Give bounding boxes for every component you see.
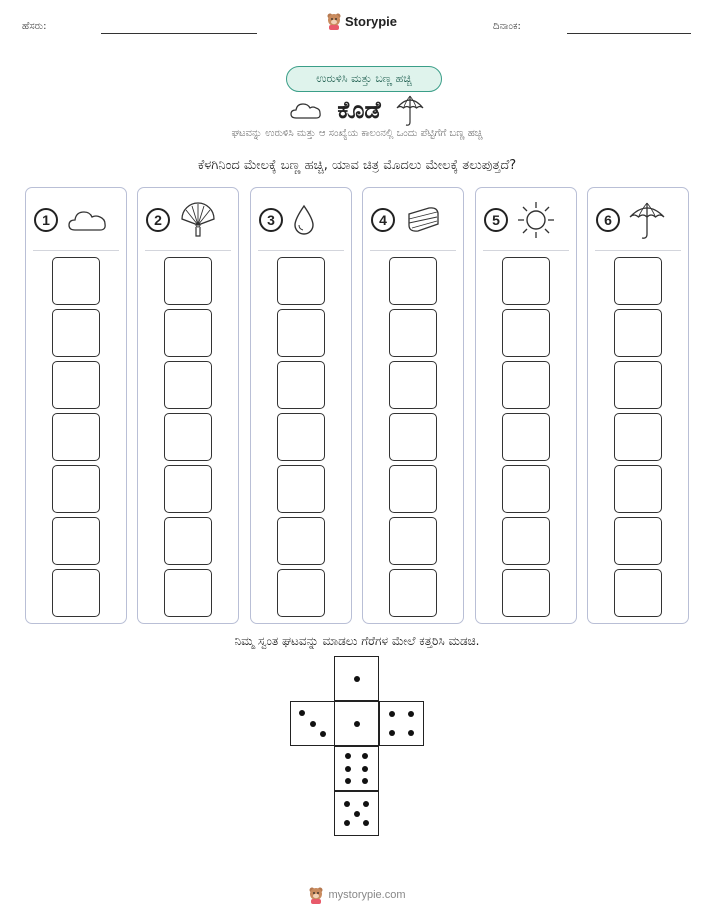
umbrella-icon — [628, 199, 666, 241]
page-title: ಕೊಡೆ — [337, 96, 381, 124]
color-box[interactable] — [52, 517, 100, 565]
color-box[interactable] — [614, 309, 662, 357]
column-2 — [137, 187, 239, 624]
column-divider — [145, 250, 231, 251]
column-divider — [370, 250, 456, 251]
column-6 — [587, 187, 689, 624]
color-box[interactable] — [614, 413, 662, 461]
column-4 — [362, 187, 464, 624]
color-box[interactable] — [277, 413, 325, 461]
color-box[interactable] — [389, 465, 437, 513]
color-box[interactable] — [164, 413, 212, 461]
color-box[interactable] — [389, 257, 437, 305]
column-3 — [250, 187, 352, 624]
column-number: 4 — [371, 208, 395, 232]
column-1 — [25, 187, 127, 624]
color-box[interactable] — [502, 569, 550, 617]
name-line[interactable] — [101, 33, 257, 34]
color-box[interactable] — [614, 257, 662, 305]
die-face-1 — [334, 701, 379, 746]
color-box[interactable] — [389, 413, 437, 461]
cut-instruction: ನಿಮ್ಮ ಸ್ವಂತ ಘಟವನ್ನು ಮಾಡಲು ಗೆರೆಗಳ ಮೇಲೆ ಕತ್ತರಿಸಿ ಮಡಚಿ. — [234, 634, 480, 648]
water-drop-icon — [291, 203, 317, 237]
color-box[interactable] — [52, 465, 100, 513]
color-box[interactable] — [164, 517, 212, 565]
color-box[interactable] — [164, 465, 212, 513]
column-divider — [33, 250, 119, 251]
color-box[interactable] — [52, 413, 100, 461]
color-box[interactable] — [502, 465, 550, 513]
color-box[interactable] — [164, 361, 212, 409]
color-box[interactable] — [164, 569, 212, 617]
column-number: 2 — [146, 208, 170, 232]
column-divider — [595, 250, 681, 251]
die-pip — [354, 721, 360, 727]
color-box[interactable] — [277, 361, 325, 409]
color-box[interactable] — [389, 517, 437, 565]
column-divider — [483, 250, 569, 251]
title-row — [0, 92, 714, 128]
die-pip — [389, 711, 395, 717]
die-pip — [362, 766, 368, 772]
column-number: 5 — [484, 208, 508, 232]
color-box[interactable] — [502, 309, 550, 357]
brand-logo — [326, 12, 397, 30]
die-pip — [408, 730, 414, 736]
footer — [0, 886, 714, 904]
column-header — [34, 200, 118, 240]
sun-icon — [516, 200, 556, 240]
color-box[interactable] — [389, 569, 437, 617]
die-pip — [345, 753, 351, 759]
die-face-3 — [290, 701, 335, 746]
color-box[interactable] — [277, 569, 325, 617]
die-pip — [345, 766, 351, 772]
column-header — [146, 200, 230, 240]
question: ಕೆಳಗಿನಿಂದ ಮೇಲಕ್ಕೆ ಬಣ್ಣ ಹಚ್ಚಿ, ಯಾವ ಚಿತ್ರ ಮೊದಲು ಮೇಲಕ್ಕೆ ತಲುಪುತ್ತದೆ? — [197, 158, 517, 173]
color-box[interactable] — [614, 361, 662, 409]
brand-name: Storypie — [345, 13, 398, 29]
die-pip — [344, 801, 350, 807]
color-box[interactable] — [614, 517, 662, 565]
die-pip — [320, 731, 326, 737]
column-number: 1 — [34, 208, 58, 232]
color-box[interactable] — [389, 309, 437, 357]
color-box[interactable] — [52, 309, 100, 357]
color-box[interactable] — [164, 309, 212, 357]
color-box[interactable] — [277, 517, 325, 565]
color-box[interactable] — [502, 517, 550, 565]
die-pip — [362, 753, 368, 759]
die-pip — [363, 820, 369, 826]
color-box[interactable] — [502, 413, 550, 461]
date-line[interactable] — [567, 33, 691, 34]
subtitle: ಘಟವನ್ನು ಉರುಳಿಸಿ ಮತ್ತು ಆ ಸಂಖ್ಯೆಯ ಕಾಲಂನಲ್ಲಿ ಒಂದು ಪೆಟ್ಟಿಗೆಗೆ ಬಣ್ಣ ಹಚ್ಚಿ — [231, 128, 483, 139]
activity-badge: ಉರುಳಿಸಿ ಮತ್ತು ಬಣ್ಣ ಹಚ್ಚಿ — [286, 66, 442, 92]
die-pip — [363, 801, 369, 807]
die-face-4 — [379, 701, 424, 746]
color-box[interactable] — [164, 257, 212, 305]
color-box[interactable] — [52, 361, 100, 409]
footer-url: mystorypie.com — [328, 889, 406, 901]
bear-logo-icon — [326, 12, 342, 30]
towel-icon — [403, 204, 443, 236]
column-number: 3 — [259, 208, 283, 232]
date-label: ದಿನಾಂಕ: — [493, 21, 521, 32]
color-box[interactable] — [502, 361, 550, 409]
die-pip — [362, 778, 368, 784]
cloud-icon — [66, 206, 108, 234]
column-header — [371, 200, 455, 240]
color-box[interactable] — [614, 465, 662, 513]
die-pip — [310, 721, 316, 727]
die-face-5 — [334, 791, 379, 836]
die-pip — [389, 730, 395, 736]
column-5 — [475, 187, 577, 624]
die-pip — [345, 778, 351, 784]
cloud-icon — [289, 99, 323, 121]
color-box[interactable] — [52, 257, 100, 305]
die-pip — [299, 710, 305, 716]
column-header — [596, 200, 680, 240]
hand-fan-icon — [178, 201, 218, 239]
color-box[interactable] — [52, 569, 100, 617]
die-face-1 — [334, 656, 379, 701]
color-box[interactable] — [277, 257, 325, 305]
die-pip — [344, 820, 350, 826]
bear-logo-icon — [308, 886, 324, 904]
name-label: ಹೆಸರು: — [22, 21, 47, 32]
die-pip — [354, 676, 360, 682]
column-header — [259, 200, 343, 240]
color-box[interactable] — [389, 361, 437, 409]
column-divider — [258, 250, 344, 251]
color-box[interactable] — [277, 309, 325, 357]
color-box[interactable] — [277, 465, 325, 513]
column-number: 6 — [596, 208, 620, 232]
die-pip — [408, 711, 414, 717]
die-face-6 — [334, 746, 379, 791]
color-box[interactable] — [502, 257, 550, 305]
umbrella-icon — [395, 92, 425, 128]
column-header — [484, 200, 568, 240]
color-box[interactable] — [614, 569, 662, 617]
die-pip — [354, 811, 360, 817]
